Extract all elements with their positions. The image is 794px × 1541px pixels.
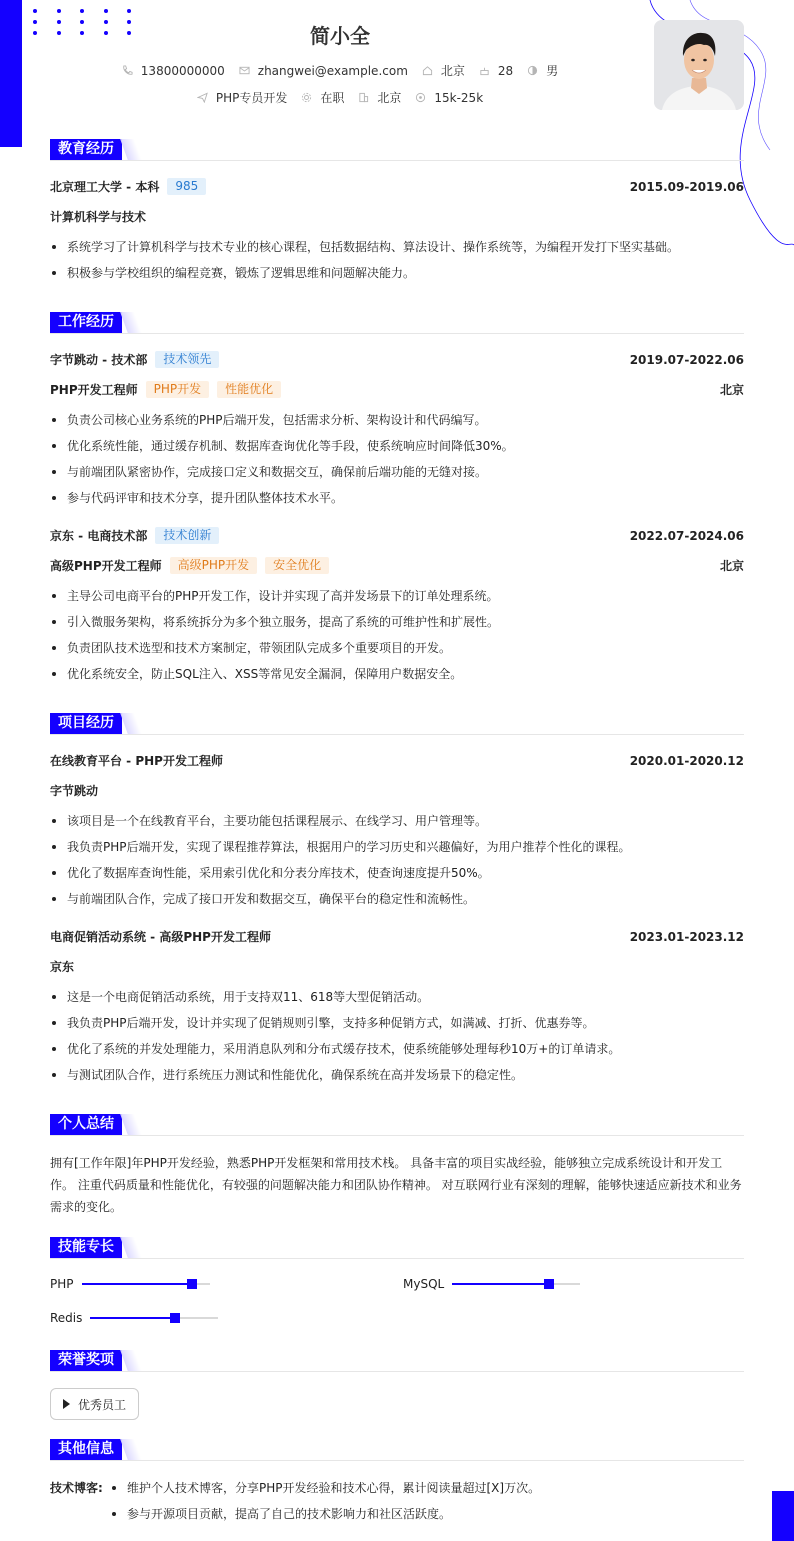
building-icon [358,92,369,103]
skill-track [90,1317,218,1319]
target-city-text: 北京 [377,91,402,105]
project-1-bullets [50,988,744,1092]
summary-line: 拥有[工作年限]年PHP开发经验，熟悉PHP开发框架和常用技术栈。 具备丰富的项目实战经验，能够独立完成系统设计和开发工 [50,1156,723,1170]
skills-section-title [50,1237,744,1259]
list-item: 引入微服务架构，将系统拆分为多个独立服务，提高了系统的可维护性和扩展性。 [50,613,744,639]
list-item: 与前端团队紧密协作，完成接口定义和数据交互，确保前后端功能的无缝对接。 [50,463,744,489]
skill-track [452,1283,580,1285]
skill-level-marker [187,1279,197,1289]
awards-section-title [50,1350,744,1372]
project-date: 2020.01-2020.12 [629,753,744,768]
mail-icon [239,65,250,76]
skill-fill [82,1283,197,1285]
gender-text: 男 [546,64,559,78]
title-tail-decoration [120,139,142,160]
candidate-name: 简小全 [310,24,370,48]
education-date: 2015.09-2019.06 [629,179,744,194]
list-item: 负责公司核心业务系统的PHP后端开发，包括需求分析、架构设计和代码编写。 [50,411,744,437]
skill-name: PHP [50,1277,74,1291]
summary-section [50,1114,744,1214]
list-item: 参与开源项目贡献，提高了自己的技术影响力和社区活跃度。 [110,1505,744,1531]
skill-level-marker [170,1313,180,1323]
salary-text: 15k-25k [434,90,484,105]
work-company: 京东 - 电商技术部 [50,529,148,543]
title-tail-decoration [120,713,142,734]
project-0-header-row [50,752,744,769]
major-name: 计算机科学与技术 [50,210,147,224]
title-tail-decoration [120,1350,142,1371]
skill-name: Redis [50,1311,83,1325]
summary-line: 作。 注重代码质量和性能优化，有较强的问题解决能力和团队协作精神。 对互联网行业有深刻的理解，能够快速适应新技术和业务 [50,1178,742,1192]
position-item [197,89,288,106]
home-icon [422,65,433,76]
title-tail-decoration [120,1114,142,1135]
list-item: 该项目是一个在线教育平台，主要功能包括课程展示、在线学习、用户管理等。 [50,812,744,838]
other-section-title [50,1439,744,1461]
skill-php [50,1277,210,1291]
work-role: PHP开发工程师 [50,383,138,397]
summary-text [50,1152,744,1218]
title-tail-decoration [120,1439,142,1460]
work-role-tag: PHP开发 [146,381,210,398]
project-1-header-row [50,928,744,945]
list-item: 这是一个电商促销活动系统，用于支持双11、618等大型促销活动。 [50,988,744,1014]
awards-title-label: 荣誉奖项 [50,1350,122,1371]
skills-section [50,1237,744,1325]
education-bullets [50,238,744,290]
project-1-company-row [50,958,744,975]
skills-title-label: 技能专长 [50,1237,122,1258]
project-title: 在线教育平台 - PHP开发工程师 [50,754,223,768]
award-name: 优秀员工 [78,1397,127,1412]
work-role-tag: 性能优化 [217,381,281,398]
status-item [301,89,344,106]
skill-level-marker [544,1279,554,1289]
other-title-label: 其他信息 [50,1439,122,1460]
play-icon [63,1399,70,1409]
list-item: 系统学习了计算机科学与技术专业的核心课程，包括数据结构、算法设计、操作系统等，为编程开发打下坚实基础。 [50,238,744,264]
list-item: 主导公司电商平台的PHP开发工作，设计并实现了高并发场景下的订单处理系统。 [50,587,744,613]
work-company-tag: 技术领先 [155,351,219,368]
skill-fill [452,1283,554,1285]
work-date: 2019.07-2022.06 [629,352,744,367]
work-role-tag: 高级PHP开发 [170,557,258,574]
education-section-title [50,139,744,161]
education-section [50,139,744,280]
email-item [239,64,408,78]
work-1-bullets [50,587,744,691]
work-0-role-row [50,381,744,398]
education-title-label: 教育经历 [50,139,122,160]
list-item: 优化了系统的并发处理能力，采用消息队列和分布式缓存技术，使系统能够处理每秒10万+的订单请求。 [50,1040,744,1066]
skill-redis [50,1311,218,1325]
other-section [50,1439,744,1521]
school-tag: 985 [167,178,206,195]
work-section [50,312,744,681]
project-date: 2023.01-2023.12 [629,929,744,944]
school-name: 北京理工大学 - 本科 [50,180,160,194]
title-tail-decoration [120,312,142,333]
skill-track [82,1283,210,1285]
work-role: 高级PHP开发工程师 [50,559,162,573]
project-0-company-row [50,782,744,799]
list-item: 优化系统性能，通过缓存机制、数据库查询优化等手段，使系统响应时间降低30%。 [50,437,744,463]
skill-name: MySQL [403,1277,445,1291]
coin-icon [415,92,426,103]
other-label: 技术博客: [50,1481,103,1495]
work-company-tag: 技术创新 [155,527,219,544]
contact-row [0,62,680,79]
work-1-header-row [50,527,744,544]
work-title-label: 工作经历 [50,312,122,333]
summary-section-title [50,1114,744,1136]
city-text: 北京 [440,64,465,78]
list-item: 与测试团队合作，进行系统压力测试和性能优化，确保系统在高并发场景下的稳定性。 [50,1066,744,1092]
project-company: 京东 [50,960,75,974]
target-city-item [358,89,401,106]
age-text: 28 [497,63,514,78]
projects-title-label: 项目经历 [50,713,122,734]
summary-title-label: 个人总结 [50,1114,122,1135]
work-location: 北京 [719,559,744,573]
other-bullets [110,1479,744,1531]
city-item [422,62,465,79]
send-icon [197,92,208,103]
summary-line: 需求的变化。 [50,1200,123,1214]
award-item[interactable] [50,1388,139,1420]
list-item: 参与代码评审和技术分享，提升团队整体技术水平。 [50,489,744,515]
list-item: 积极参与学校组织的编程竞赛，锻炼了逻辑思维和问题解决能力。 [50,264,744,290]
list-item: 我负责PHP后端开发，实现了课程推荐算法，根据用户的学习历史和兴趣偏好，为用户推荐个性化的课程。 [50,838,744,864]
avatar-portrait [654,20,744,110]
list-item: 负责团队技术选型和技术方案制定，带领团队完成多个重要项目的开发。 [50,639,744,665]
skill-mysql [403,1277,580,1291]
avatar [654,20,744,110]
project-0-bullets [50,812,744,916]
work-company: 字节跳动 - 技术部 [50,353,148,367]
list-item: 与前端团队合作，完成了接口开发和数据交互，确保平台的稳定性和流畅性。 [50,890,744,916]
gender-icon [527,65,538,76]
list-item: 维护个人技术博客，分享PHP开发经验和技术心得，累计阅读量超过[X]万次。 [110,1479,744,1505]
list-item: 我负责PHP后端开发，设计并实现了促销规则引擎，支持多种促销方式，如满减、打折、优惠券等。 [50,1014,744,1040]
work-0-header-row [50,351,744,368]
gear-icon [301,92,312,103]
projects-section-title [50,713,744,735]
work-0-bullets [50,411,744,515]
skill-fill [90,1317,180,1319]
work-1-role-row [50,557,744,574]
phone-text: 13800000000 [140,63,225,78]
salary-item [415,91,483,105]
phone-icon [122,65,133,76]
work-location: 北京 [719,383,744,397]
education-header-row [50,178,744,195]
decorative-right-bar [772,1491,794,1541]
position-text: PHP专员开发 [215,91,288,105]
education-major-row [50,208,744,225]
gender-item [527,62,558,79]
status-text: 在职 [320,91,345,105]
work-section-title [50,312,744,334]
title-tail-decoration [120,1237,142,1258]
work-date: 2022.07-2024.06 [629,528,744,543]
job-intent-row [0,89,680,106]
work-role-tag: 安全优化 [265,557,329,574]
list-item: 优化系统安全，防止SQL注入、XSS等常见安全漏洞，保障用户数据安全。 [50,665,744,691]
awards-section [50,1350,744,1412]
list-item: 优化了数据库查询性能，采用索引优化和分表分库技术，使查询速度提升50%。 [50,864,744,890]
project-company: 字节跳动 [50,784,99,798]
project-title: 电商促销活动系统 - 高级PHP开发工程师 [50,930,271,944]
cake-icon [479,65,490,76]
email-text: zhangwei@example.com [257,63,408,78]
projects-section [50,713,744,1082]
age-item [479,64,513,78]
phone-item [122,64,225,78]
